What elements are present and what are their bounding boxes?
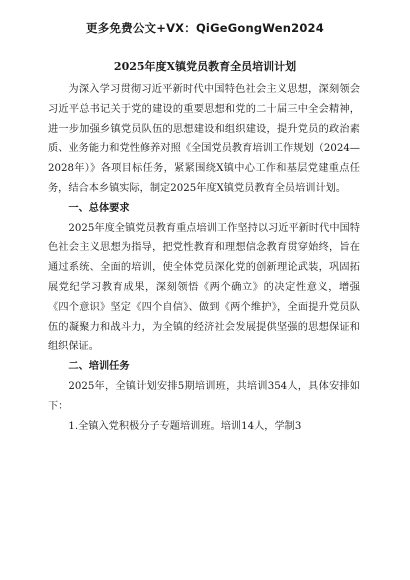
document-title: 2025年度X镇党员教育全员培训计划 xyxy=(113,60,297,73)
promo-banner: 更多免费公文+VX：QiGeGongWen2024 xyxy=(86,21,324,35)
section-heading-1: 一、总体要求 xyxy=(68,201,130,214)
intro-paragraph: 为深入学习贯彻习近平新时代中国特色社会主义思想，深刻领会习近平总书记关于党的建设的重要思想和党的二十届三中全会精神，进一步加强乡镇党员队伍的思想建设和组织建设，提升党员的政治素质、业务能力和党性修养对照《全国党员教育培训工作规划（2024—2028年）》各项目标任务，紧紧围绕X镇中心工作和基层党建重点任务，结合本乡镇实际，制定2025年度X镇党员教育全员培训计划。 xyxy=(48,84,360,194)
training-item-1: 1.全镇入党积极分子专题培训班。培训14人，学制3 xyxy=(68,420,302,431)
document-body xyxy=(48,80,360,431)
section-heading-2: 二、培训任务 xyxy=(68,360,130,373)
tasks-paragraph: 2025年，全镇计划安排5期培训班，共培训354人，具体安排如下： xyxy=(48,380,360,412)
requirements-paragraph: 2025年度全镇党员教育重点培训工作坚持以习近平新时代中国特色社会主义思想为指导，把党性教育和理想信念教育贯穿始终，旨在通过系统、全面的培训，使全体党员深化党的创新理论武装，巩固拓展党纪学习教育成果，深刻领悟《两个确立》的决定性意义，增强《四个意识》坚定《四个自信》、做到《两个维护》，全面提升党员队伍的凝聚力和战斗力，为全镇的经济社会发展提供坚强的思想保证和组织保证。 xyxy=(48,222,360,353)
